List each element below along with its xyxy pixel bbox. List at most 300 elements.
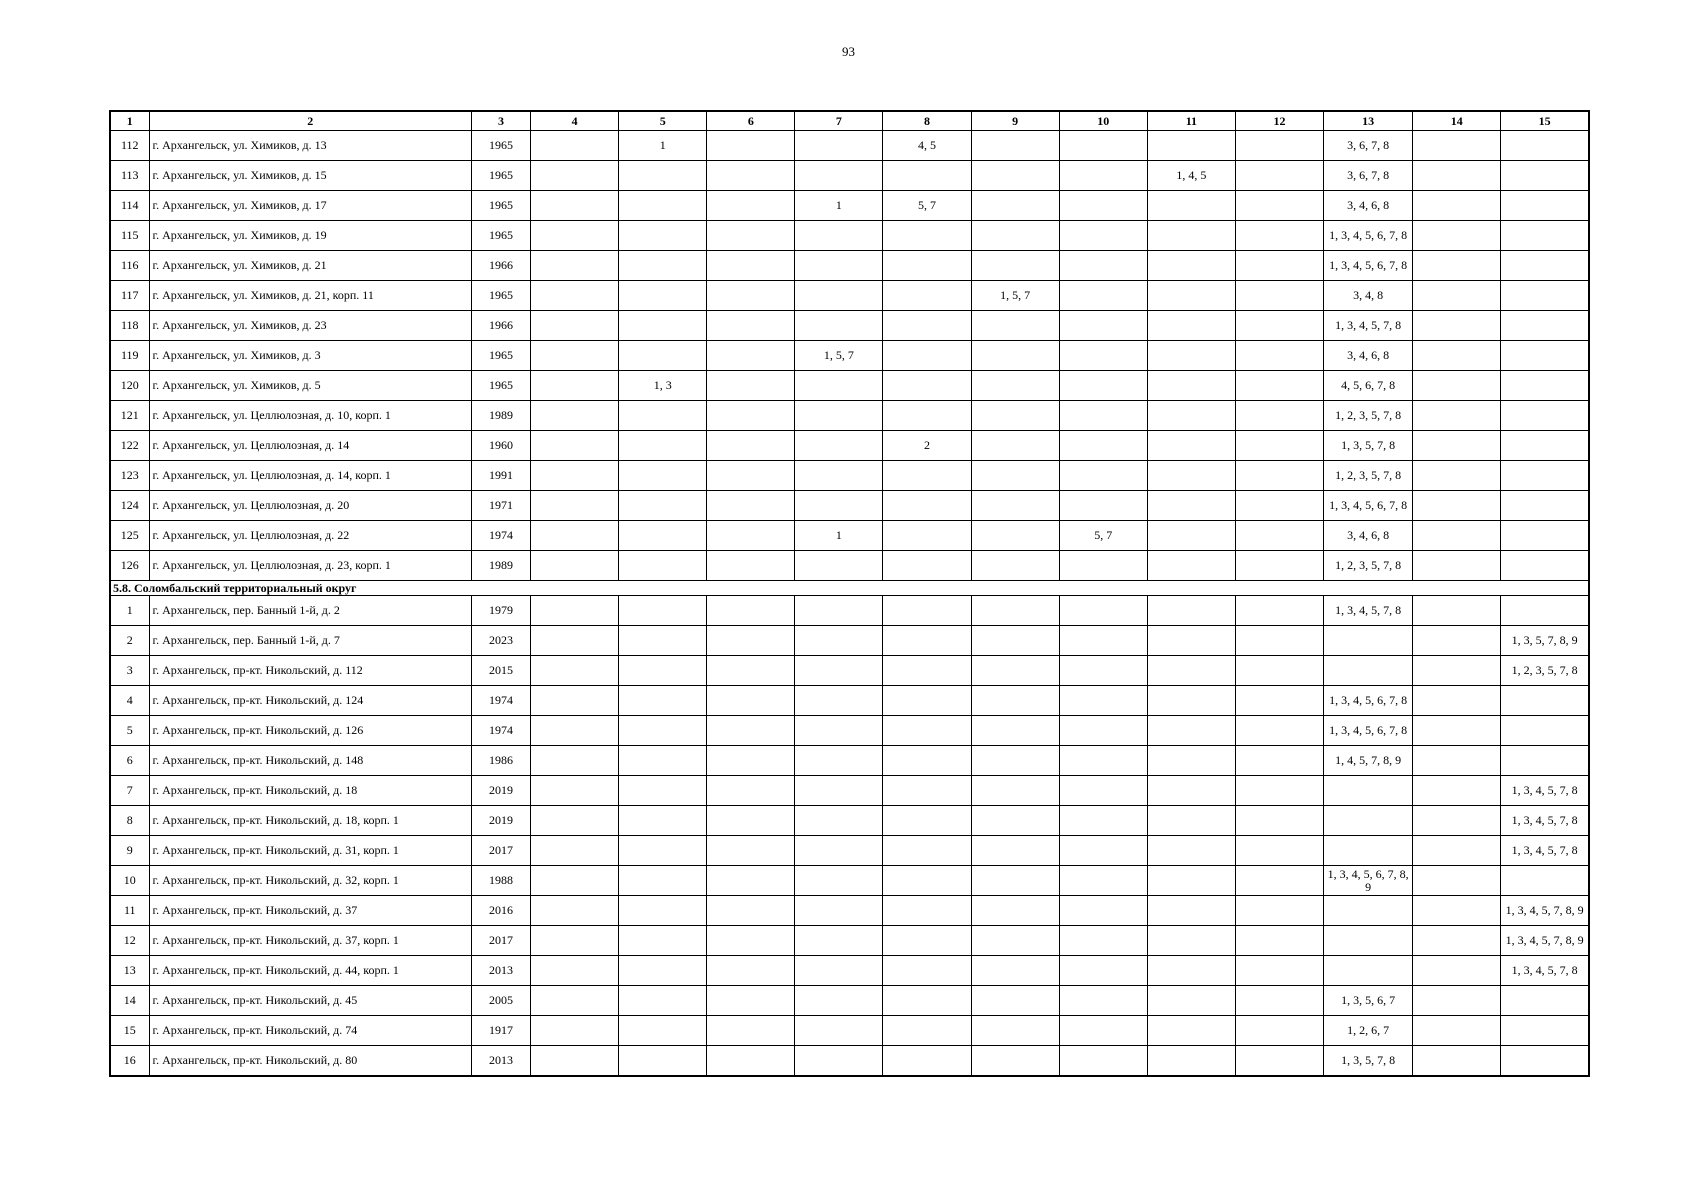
column-4-cell <box>531 551 619 581</box>
row-number-cell: 5 <box>110 716 149 746</box>
row-number-cell: 120 <box>110 371 149 401</box>
table-row <box>110 956 1589 986</box>
column-10-cell <box>1059 716 1147 746</box>
section-heading-row <box>110 581 1589 596</box>
column-9-cell <box>971 656 1059 686</box>
column-12-cell <box>1235 1016 1323 1046</box>
column-9-cell <box>971 1016 1059 1046</box>
address-cell: г. Архангельск, пр-кт. Никольский, д. 37 <box>149 896 471 926</box>
table-row <box>110 806 1589 836</box>
column-10-cell <box>1059 401 1147 431</box>
column-10-cell <box>1059 221 1147 251</box>
column-14-cell <box>1413 896 1501 926</box>
column-12-cell <box>1235 491 1323 521</box>
column-5-cell <box>619 551 707 581</box>
column-12-cell <box>1235 401 1323 431</box>
column-6-cell <box>707 401 795 431</box>
table-row <box>110 746 1589 776</box>
column-8-cell <box>883 656 971 686</box>
column-12-cell <box>1235 131 1323 161</box>
column-8-cell: 5, 7 <box>883 191 971 221</box>
year-cell: 1974 <box>471 686 530 716</box>
column-6-cell <box>707 461 795 491</box>
column-14-cell <box>1413 626 1501 656</box>
column-13-cell: 1, 3, 4, 5, 6, 7, 8 <box>1324 491 1413 521</box>
table-row <box>110 431 1589 461</box>
column-11-cell <box>1147 686 1235 716</box>
column-10-cell <box>1059 866 1147 896</box>
column-10-cell <box>1059 956 1147 986</box>
year-cell: 1966 <box>471 251 530 281</box>
column-12-cell <box>1235 281 1323 311</box>
row-number-cell: 9 <box>110 836 149 866</box>
column-9-cell <box>971 131 1059 161</box>
column-8-cell <box>883 521 971 551</box>
column-10-cell <box>1059 461 1147 491</box>
column-8-cell <box>883 836 971 866</box>
column-9-cell <box>971 521 1059 551</box>
table-row <box>110 776 1589 806</box>
column-11-cell <box>1147 656 1235 686</box>
column-13-cell: 1, 3, 4, 5, 6, 7, 8 <box>1324 221 1413 251</box>
table-row <box>110 281 1589 311</box>
column-8-cell <box>883 551 971 581</box>
column-6-cell <box>707 986 795 1016</box>
column-12-cell <box>1235 341 1323 371</box>
year-cell: 1971 <box>471 491 530 521</box>
column-15-cell <box>1501 866 1589 896</box>
row-number-cell: 118 <box>110 311 149 341</box>
column-8-cell <box>883 866 971 896</box>
column-9-cell <box>971 806 1059 836</box>
table-row <box>110 866 1589 896</box>
column-14-cell <box>1413 596 1501 626</box>
column-5-cell <box>619 491 707 521</box>
column-13-cell <box>1324 656 1413 686</box>
row-number-cell: 115 <box>110 221 149 251</box>
row-number-cell: 124 <box>110 491 149 521</box>
column-5-cell <box>619 341 707 371</box>
column-5-cell <box>619 191 707 221</box>
column-5-cell <box>619 656 707 686</box>
column-5-cell <box>619 836 707 866</box>
column-4-cell <box>531 986 619 1016</box>
column-7-cell <box>795 431 883 461</box>
column-11-cell <box>1147 1016 1235 1046</box>
address-cell: г. Архангельск, пр-кт. Никольский, д. 126 <box>149 716 471 746</box>
column-12-cell <box>1235 836 1323 866</box>
column-number-header: 1 <box>110 111 149 131</box>
column-4-cell <box>531 341 619 371</box>
column-15-cell <box>1501 716 1589 746</box>
column-10-cell <box>1059 836 1147 866</box>
row-number-cell: 1 <box>110 596 149 626</box>
year-cell: 1965 <box>471 341 530 371</box>
column-8-cell <box>883 986 971 1016</box>
column-6-cell <box>707 626 795 656</box>
column-12-cell <box>1235 956 1323 986</box>
column-6-cell <box>707 806 795 836</box>
column-7-cell <box>795 806 883 836</box>
column-number-header: 13 <box>1324 111 1413 131</box>
column-13-cell: 1, 4, 5, 7, 8, 9 <box>1324 746 1413 776</box>
column-7-cell <box>795 221 883 251</box>
column-13-cell: 1, 3, 5, 6, 7 <box>1324 986 1413 1016</box>
column-10-cell <box>1059 251 1147 281</box>
column-12-cell <box>1235 716 1323 746</box>
column-5-cell <box>619 461 707 491</box>
year-cell: 1989 <box>471 551 530 581</box>
column-8-cell <box>883 341 971 371</box>
column-10-cell <box>1059 686 1147 716</box>
column-6-cell <box>707 161 795 191</box>
column-4-cell <box>531 686 619 716</box>
column-4-cell <box>531 131 619 161</box>
table-row <box>110 626 1589 656</box>
column-10-cell <box>1059 191 1147 221</box>
column-9-cell <box>971 461 1059 491</box>
column-4-cell <box>531 596 619 626</box>
column-8-cell: 2 <box>883 431 971 461</box>
column-14-cell <box>1413 521 1501 551</box>
column-6-cell <box>707 836 795 866</box>
column-5-cell <box>619 896 707 926</box>
year-cell: 1917 <box>471 1016 530 1046</box>
column-5-cell <box>619 221 707 251</box>
column-13-cell: 3, 4, 6, 8 <box>1324 521 1413 551</box>
column-8-cell <box>883 806 971 836</box>
column-7-cell <box>795 716 883 746</box>
column-10-cell <box>1059 491 1147 521</box>
column-6-cell <box>707 596 795 626</box>
column-11-cell <box>1147 836 1235 866</box>
column-5-cell <box>619 161 707 191</box>
column-9-cell <box>971 491 1059 521</box>
column-5-cell: 1, 3 <box>619 371 707 401</box>
column-11-cell <box>1147 461 1235 491</box>
column-13-cell: 3, 4, 6, 8 <box>1324 191 1413 221</box>
table-row <box>110 926 1589 956</box>
year-cell: 1960 <box>471 431 530 461</box>
column-7-cell <box>795 281 883 311</box>
address-cell: г. Архангельск, ул. Химиков, д. 21, корп. 11 <box>149 281 471 311</box>
year-cell: 1965 <box>471 191 530 221</box>
column-5-cell <box>619 716 707 746</box>
column-11-cell <box>1147 311 1235 341</box>
column-14-cell <box>1413 191 1501 221</box>
column-10-cell <box>1059 806 1147 836</box>
column-14-cell <box>1413 776 1501 806</box>
address-cell: г. Архангельск, пр-кт. Никольский, д. 112 <box>149 656 471 686</box>
column-8-cell <box>883 1016 971 1046</box>
column-9-cell <box>971 746 1059 776</box>
column-7-cell <box>795 596 883 626</box>
column-12-cell <box>1235 461 1323 491</box>
column-number-header: 2 <box>149 111 471 131</box>
column-5-cell <box>619 776 707 806</box>
column-8-cell <box>883 776 971 806</box>
column-14-cell <box>1413 806 1501 836</box>
row-number-cell: 6 <box>110 746 149 776</box>
column-13-cell <box>1324 776 1413 806</box>
column-4-cell <box>531 1046 619 1077</box>
column-4-cell <box>531 776 619 806</box>
column-6-cell <box>707 1016 795 1046</box>
table-row <box>110 161 1589 191</box>
row-number-cell: 2 <box>110 626 149 656</box>
column-11-cell <box>1147 986 1235 1016</box>
column-15-cell <box>1501 986 1589 1016</box>
column-12-cell <box>1235 686 1323 716</box>
column-8-cell <box>883 716 971 746</box>
column-9-cell <box>971 431 1059 461</box>
column-13-cell: 4, 5, 6, 7, 8 <box>1324 371 1413 401</box>
column-14-cell <box>1413 926 1501 956</box>
column-number-header: 6 <box>707 111 795 131</box>
column-number-header: 3 <box>471 111 530 131</box>
column-7-cell <box>795 896 883 926</box>
column-6-cell <box>707 686 795 716</box>
column-14-cell <box>1413 551 1501 581</box>
column-15-cell: 1, 3, 4, 5, 7, 8, 9 <box>1501 896 1589 926</box>
column-4-cell <box>531 716 619 746</box>
table-body <box>110 131 1589 1077</box>
year-cell: 1991 <box>471 461 530 491</box>
year-cell: 2016 <box>471 896 530 926</box>
column-4-cell <box>531 491 619 521</box>
column-14-cell <box>1413 341 1501 371</box>
column-5-cell <box>619 986 707 1016</box>
column-12-cell <box>1235 311 1323 341</box>
column-11-cell <box>1147 551 1235 581</box>
column-4-cell <box>531 866 619 896</box>
column-12-cell <box>1235 656 1323 686</box>
column-15-cell <box>1501 371 1589 401</box>
year-cell: 1989 <box>471 401 530 431</box>
column-7-cell <box>795 866 883 896</box>
column-12-cell <box>1235 161 1323 191</box>
column-13-cell: 1, 2, 6, 7 <box>1324 1016 1413 1046</box>
column-number-header: 10 <box>1059 111 1147 131</box>
column-12-cell <box>1235 551 1323 581</box>
table-row <box>110 1016 1589 1046</box>
column-10-cell <box>1059 986 1147 1016</box>
column-6-cell <box>707 251 795 281</box>
column-11-cell <box>1147 131 1235 161</box>
column-14-cell <box>1413 491 1501 521</box>
column-5-cell <box>619 281 707 311</box>
table-row <box>110 341 1589 371</box>
row-number-cell: 3 <box>110 656 149 686</box>
column-13-cell: 1, 2, 3, 5, 7, 8 <box>1324 401 1413 431</box>
address-cell: г. Архангельск, пр-кт. Никольский, д. 148 <box>149 746 471 776</box>
address-cell: г. Архангельск, ул. Химиков, д. 5 <box>149 371 471 401</box>
column-number-header: 8 <box>883 111 971 131</box>
column-14-cell <box>1413 131 1501 161</box>
row-number-cell: 12 <box>110 926 149 956</box>
column-12-cell <box>1235 986 1323 1016</box>
column-7-cell <box>795 926 883 956</box>
address-cell: г. Архангельск, ул. Целлюлозная, д. 14, корп. 1 <box>149 461 471 491</box>
column-7-cell <box>795 1046 883 1077</box>
column-4-cell <box>531 521 619 551</box>
column-15-cell <box>1501 746 1589 776</box>
year-cell: 1988 <box>471 866 530 896</box>
year-cell: 2019 <box>471 776 530 806</box>
column-5-cell <box>619 956 707 986</box>
row-number-cell: 117 <box>110 281 149 311</box>
column-9-cell <box>971 626 1059 656</box>
column-14-cell <box>1413 371 1501 401</box>
column-10-cell <box>1059 626 1147 656</box>
address-cell: г. Архангельск, ул. Химиков, д. 3 <box>149 341 471 371</box>
column-10-cell <box>1059 371 1147 401</box>
column-9-cell <box>971 596 1059 626</box>
address-cell: г. Архангельск, ул. Целлюлозная, д. 22 <box>149 521 471 551</box>
column-8-cell <box>883 221 971 251</box>
column-13-cell: 3, 4, 6, 8 <box>1324 341 1413 371</box>
column-6-cell <box>707 746 795 776</box>
row-number-cell: 113 <box>110 161 149 191</box>
column-9-cell <box>971 401 1059 431</box>
column-11-cell <box>1147 746 1235 776</box>
column-4-cell <box>531 191 619 221</box>
column-14-cell <box>1413 221 1501 251</box>
address-cell: г. Архангельск, пр-кт. Никольский, д. 74 <box>149 1016 471 1046</box>
column-11-cell <box>1147 401 1235 431</box>
column-15-cell: 1, 3, 4, 5, 7, 8, 9 <box>1501 926 1589 956</box>
column-5-cell <box>619 521 707 551</box>
column-11-cell <box>1147 251 1235 281</box>
column-11-cell <box>1147 896 1235 926</box>
year-cell: 2013 <box>471 1046 530 1077</box>
column-13-cell: 1, 3, 5, 7, 8 <box>1324 1046 1413 1077</box>
column-14-cell <box>1413 716 1501 746</box>
year-cell: 2017 <box>471 926 530 956</box>
address-cell: г. Архангельск, пер. Банный 1-й, д. 7 <box>149 626 471 656</box>
column-9-cell <box>971 776 1059 806</box>
column-10-cell: 5, 7 <box>1059 521 1147 551</box>
column-6-cell <box>707 431 795 461</box>
column-5-cell <box>619 311 707 341</box>
column-8-cell <box>883 956 971 986</box>
row-number-cell: 10 <box>110 866 149 896</box>
row-number-cell: 114 <box>110 191 149 221</box>
column-12-cell <box>1235 596 1323 626</box>
column-13-cell: 3, 4, 8 <box>1324 281 1413 311</box>
column-number-header: 9 <box>971 111 1059 131</box>
column-8-cell <box>883 686 971 716</box>
column-5-cell <box>619 1046 707 1077</box>
column-10-cell <box>1059 131 1147 161</box>
column-number-header: 11 <box>1147 111 1235 131</box>
column-12-cell <box>1235 521 1323 551</box>
column-6-cell <box>707 191 795 221</box>
row-number-cell: 15 <box>110 1016 149 1046</box>
column-4-cell <box>531 926 619 956</box>
column-13-cell <box>1324 626 1413 656</box>
column-4-cell <box>531 251 619 281</box>
column-4-cell <box>531 896 619 926</box>
column-10-cell <box>1059 341 1147 371</box>
column-15-cell <box>1501 341 1589 371</box>
column-8-cell <box>883 461 971 491</box>
column-8-cell: 4, 5 <box>883 131 971 161</box>
address-cell: г. Архангельск, пр-кт. Никольский, д. 31, корп. 1 <box>149 836 471 866</box>
column-10-cell <box>1059 281 1147 311</box>
column-14-cell <box>1413 461 1501 491</box>
year-cell: 2019 <box>471 806 530 836</box>
column-11-cell <box>1147 221 1235 251</box>
address-cell: г. Архангельск, пр-кт. Никольский, д. 37, корп. 1 <box>149 926 471 956</box>
table-row <box>110 716 1589 746</box>
row-number-cell: 16 <box>110 1046 149 1077</box>
column-4-cell <box>531 221 619 251</box>
address-cell: г. Архангельск, пр-кт. Никольский, д. 18, корп. 1 <box>149 806 471 836</box>
column-10-cell <box>1059 1046 1147 1077</box>
row-number-cell: 7 <box>110 776 149 806</box>
column-8-cell <box>883 401 971 431</box>
address-cell: г. Архангельск, ул. Целлюлозная, д. 10, корп. 1 <box>149 401 471 431</box>
column-9-cell <box>971 371 1059 401</box>
column-5-cell <box>619 626 707 656</box>
table-row <box>110 551 1589 581</box>
column-14-cell <box>1413 1046 1501 1077</box>
column-15-cell <box>1501 401 1589 431</box>
row-number-cell: 13 <box>110 956 149 986</box>
year-cell: 1965 <box>471 371 530 401</box>
column-8-cell <box>883 491 971 521</box>
year-cell: 1974 <box>471 521 530 551</box>
column-10-cell <box>1059 656 1147 686</box>
column-number-header: 4 <box>531 111 619 131</box>
column-number-header: 7 <box>795 111 883 131</box>
column-6-cell <box>707 1046 795 1077</box>
table-row <box>110 896 1589 926</box>
column-5-cell <box>619 401 707 431</box>
column-13-cell <box>1324 806 1413 836</box>
column-number-header: 12 <box>1235 111 1323 131</box>
column-15-cell: 1, 2, 3, 5, 7, 8 <box>1501 656 1589 686</box>
column-5-cell <box>619 746 707 776</box>
address-cell: г. Архангельск, ул. Химиков, д. 13 <box>149 131 471 161</box>
column-10-cell <box>1059 596 1147 626</box>
column-11-cell <box>1147 626 1235 656</box>
column-15-cell: 1, 3, 4, 5, 7, 8 <box>1501 776 1589 806</box>
column-10-cell <box>1059 926 1147 956</box>
column-14-cell <box>1413 251 1501 281</box>
column-12-cell <box>1235 371 1323 401</box>
address-cell: г. Архангельск, ул. Целлюлозная, д. 23, корп. 1 <box>149 551 471 581</box>
row-number-cell: 116 <box>110 251 149 281</box>
column-8-cell <box>883 371 971 401</box>
address-cell: г. Архангельск, ул. Химиков, д. 17 <box>149 191 471 221</box>
column-4-cell <box>531 281 619 311</box>
row-number-cell: 14 <box>110 986 149 1016</box>
column-12-cell <box>1235 776 1323 806</box>
column-7-cell <box>795 686 883 716</box>
column-7-cell <box>795 626 883 656</box>
year-cell: 1965 <box>471 221 530 251</box>
column-11-cell <box>1147 716 1235 746</box>
column-15-cell: 1, 3, 4, 5, 7, 8 <box>1501 956 1589 986</box>
column-13-cell: 1, 3, 4, 5, 6, 7, 8 <box>1324 716 1413 746</box>
column-14-cell <box>1413 746 1501 776</box>
table-row <box>110 491 1589 521</box>
column-15-cell <box>1501 521 1589 551</box>
address-cell: г. Архангельск, ул. Химиков, д. 15 <box>149 161 471 191</box>
column-6-cell <box>707 221 795 251</box>
